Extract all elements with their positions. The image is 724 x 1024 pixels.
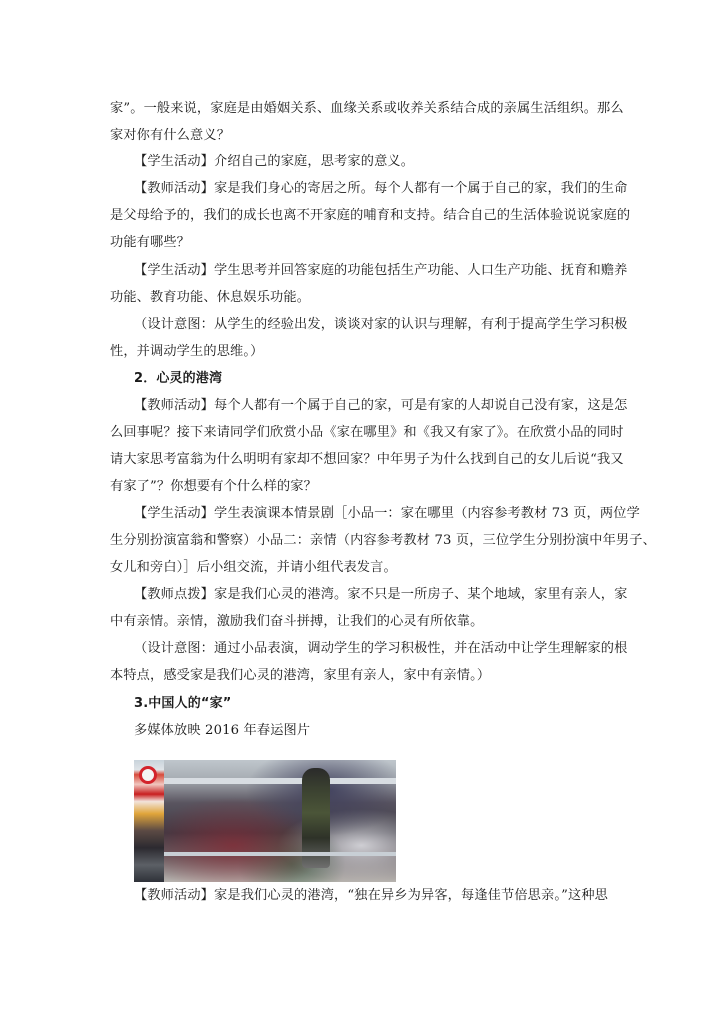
text-line: 性，并调动学生的思维。） [110,344,264,359]
text-line: 么回事呢？接下来请同学们欣赏小品《家在哪里》和《我又有家了》。在欣赏小品的同时 [110,425,624,440]
railway-station-photo [134,760,164,882]
luggage-rack [164,778,396,784]
text-line: 多媒体放映 2016 年春运图片 [134,723,311,738]
seat-rail [164,852,396,856]
text-line: （设计意图：通过小品表演，调动学生的学习积极性，并在活动中让学生理解家的根 [134,641,628,656]
text-line: 【教师活动】家是我们身心的寄居之所。每个人都有一个属于自己的家，我们的生命 [134,181,628,196]
crowded-train-photo [164,760,396,882]
text-line: 生分别扮演富翁和警察）小品二：亲情（内容参考教材 73 页，三位学生分别扮演中年男子、 [110,533,656,548]
text-line: 功能有哪些？ [110,235,191,250]
text-line: 家对你有什么意义？ [110,128,231,143]
text-line: 【教师活动】家是我们心灵的港湾，“独在异乡为异客，每逢佳节倍思亲。”这种思 [134,888,608,903]
section-heading: 2．心灵的港湾 [134,371,223,386]
text-line: 【学生活动】介绍自己的家庭，思考家的意义。 [134,154,415,169]
text-line: 【教师点拨】家是我们心灵的港湾。家不只是一所房子、某个地域，家里有亲人，家 [134,587,628,602]
text-line: 家”。一般来说，家庭是由婚姻关系、血缘关系或收养关系结合成的亲属生活组织。那么 [110,101,624,116]
text-line: 功能、教育功能、休息娱乐功能。 [110,290,311,305]
text-line: 女儿和旁白）］后小组交流，并请小组代表发言。 [110,560,397,575]
text-line: 请大家思考富翁为什么明明有家却不想回家？中年男子为什么找到自己的女儿后说“我又 [110,452,624,467]
text-line: 有家了”？你想要有个什么样的家？ [110,479,317,494]
text-line: 【学生活动】学生表演课本情景剧［小品一：家在哪里（内容参考教材 73 页，两位学 [134,506,640,521]
railway-logo-icon [139,766,157,784]
text-line: （设计意图：从学生的经验出发，谈谈对家的认识与理解，有利于提高学生学习积极 [134,317,628,332]
text-line: 是父母给予的，我们的成长也离不开家庭的哺育和支持。结合自己的生活体验说说家庭的 [110,208,631,223]
section-heading: 3.中国人的“家” [134,696,232,711]
text-line: 【学生活动】学生思考并回答家庭的功能包括生产功能、人口生产功能、抚育和赡养 [134,263,628,278]
text-line: 【教师活动】每个人都有一个属于自己的家，可是有家的人却说自己没有家，这是怎 [134,398,628,413]
text-line: 本特点，感受家是我们心灵的港湾，家里有亲人，家中有亲情。） [110,668,491,683]
text-line: 中有亲情。亲情，激励我们奋斗拼搏，让我们的心灵有所依靠。 [110,614,484,629]
spring-festival-travel-photo [134,760,396,882]
